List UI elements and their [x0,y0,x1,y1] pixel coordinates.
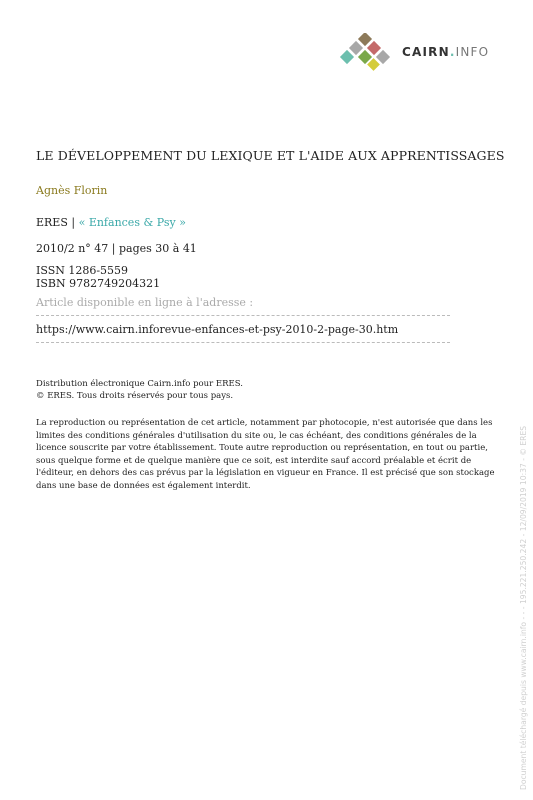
distribution-line: Distribution électronique Cairn.info pour ERES. [36,379,243,389]
publisher-separator: | [67,216,79,229]
issn: ISSN 1286-5559 [36,264,129,277]
publisher-line [36,216,186,229]
issue-info: 2010/2 n° 47 | pages 30 à 41 [36,242,197,255]
journal-link[interactable]: « Enfances & Psy » [78,216,186,229]
cairn-logo [338,33,508,71]
cairn-diamond-icon [338,33,396,71]
article-author: Agnès Florin [36,184,108,197]
article-url-link[interactable]: https://www.cairn.inforevue-enfances-et-psy-2010-2-page-30.htm [36,323,399,336]
copyright-line: © ERES. Tous droits réservés pour tous pays. [36,391,234,401]
distribution-notice [36,378,243,402]
availability-label: Article disponible en ligne à l'adresse : [36,296,254,309]
url-divider-bottom [36,342,450,343]
download-watermark: Document téléchargé depuis www.cairn.info - - - 195.221.250.242 - 12/09/2019 10:37 - © ERES [519,425,528,790]
article-title: LE DÉVELOPPEMENT DU LEXIQUE ET L'AIDE AUX APPRENTISSAGES [36,148,505,163]
url-divider-top [36,315,450,316]
publisher-name: ERES [36,216,68,229]
legal-notice: La reproduction ou représentation de cet article, notamment par photocopie, n'est autorisée que dans les limites des conditions générales d'utilisation du site ou, le cas échéant, des conditions générales de la licence souscrite par votre établissement. Toute autre reproduction ou représentation, en tout ou partie, sous quelque forme et de quelque manière que ce soit, est interdite sauf accord préalable et écrit de l'éditeur, en dehors des cas prévus par la législation en vigueur en France. Il est précisé que son stockage dans une base de données est également interdit. [36,418,495,491]
cairn-wordmark: CAIRN.INFO [402,45,490,59]
isbn: ISBN 9782749204321 [36,277,161,290]
